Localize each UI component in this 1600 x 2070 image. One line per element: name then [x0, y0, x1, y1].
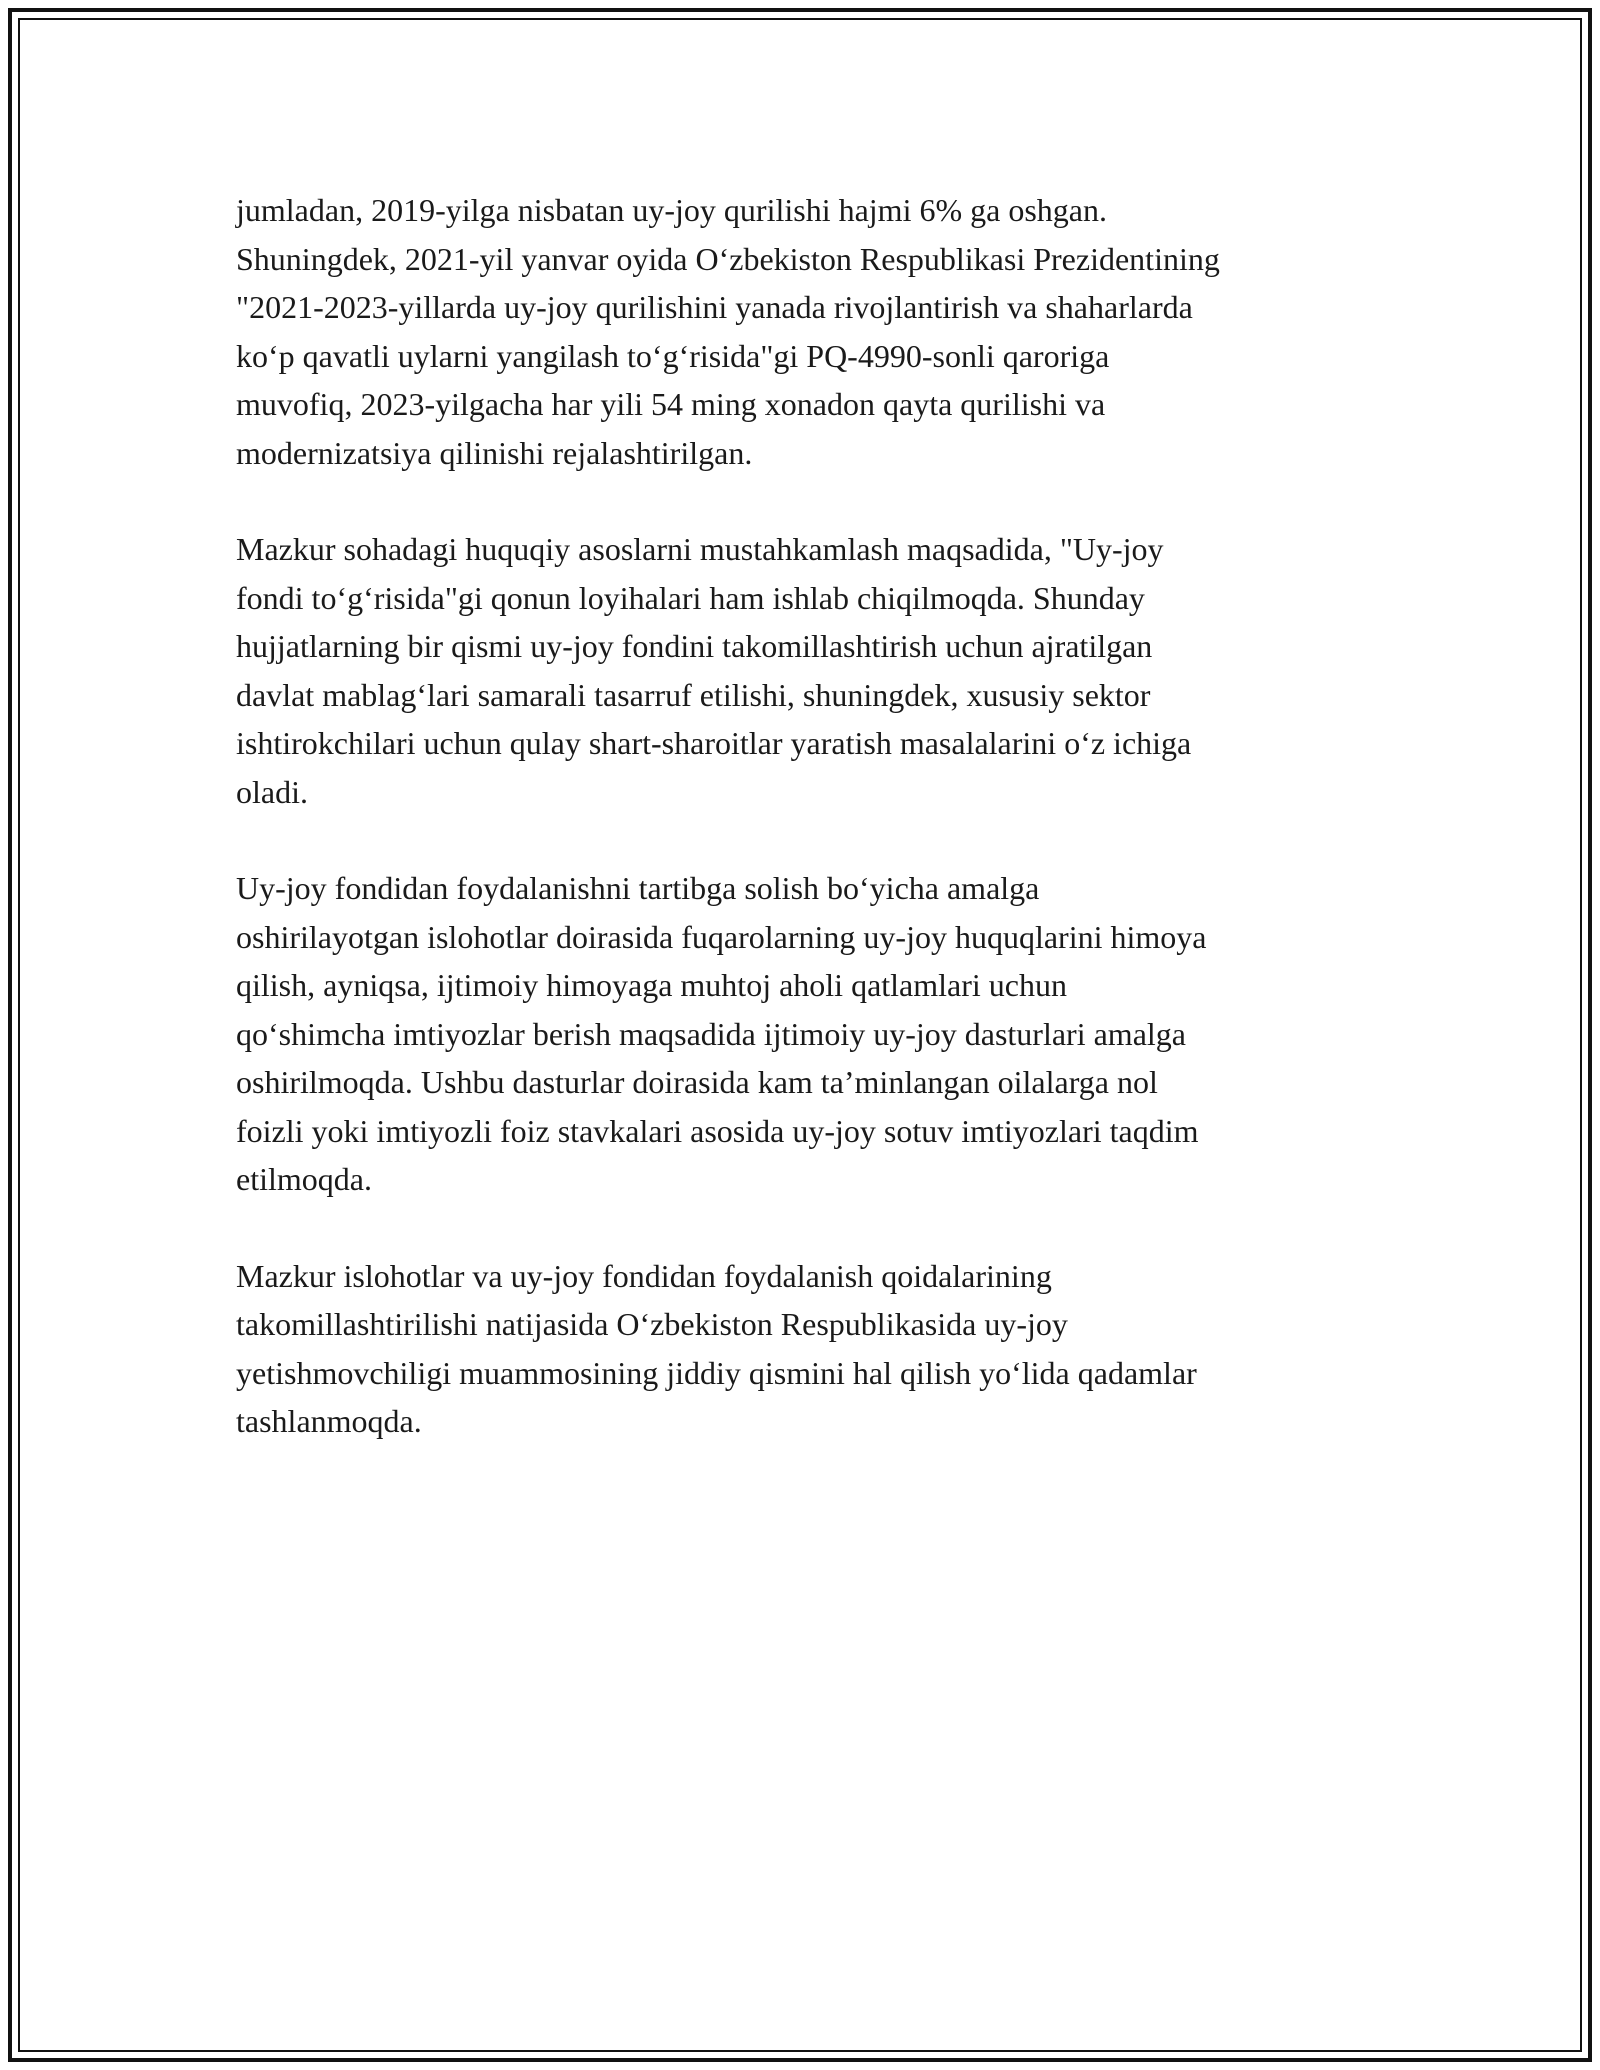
- paragraph-2: Mazkur sohadagi huquqiy asoslarni mustahkamlash maqsadida, "Uy-joy fondi to‘g‘risida"gi qonun loyihalari ham ishlab chiqilmoqda. Shunday hujjatlarning bir qismi uy-joy fondini takomillashtirish uchun ajratilgan davlat mablag‘lari samarali tasarruf etilishi, shuningdek, xususiy sektor ishtirokchilari uchun qulay shart-sharoitlar yaratish masalalarini o‘z ichiga oladi.: [236, 531, 1192, 810]
- paragraph-3: Uy-joy fondidan foydalanishni tartibga solish bo‘yicha amalga oshirilayotgan islohotlar doirasida fuqarolarning uy-joy huquqlarini himoya qilish, ayniqsa, ijtimoiy himoyaga muhtoj aholi qatlamlari uchun qo‘shimcha imtiyozlar berish maqsadida ijtimoiy uy-joy dasturlari amalga oshirilmoqda. Ushbu dasturlar doirasida kam ta’minlangan oilalarga nol foizli yoki imtiyozli foiz stavkalari asosida uy-joy sotuv imtiyozlari taqdim etilmoqda.: [236, 870, 1207, 1197]
- paragraph-4: Mazkur islohotlar va uy-joy fondidan foydalanish qoidalarining takomillashtirilishi natijasida O‘zbekiston Respublikasida uy-joy yetishmovchiligi muammosining jiddiy qismini hal qilish yo‘lida qadamlar tashlanmoqda.: [236, 1257, 1197, 1439]
- document-body: [236, 186, 1376, 1494]
- paragraph-1: jumladan, 2019-yilga nisbatan uy-joy qurilishi hajmi 6% ga oshgan. Shuningdek, 2021-yil yanvar oyida O‘zbekiston Respublikasi Prezidentining "2021-2023-yillarda uy-joy qurilishini yanada rivojlantirish va shaharlarda ko‘p qavatli uylarni yangilash to‘g‘risida"gi PQ-4990-sonli qaroriga muvofiq, 2023-yilgacha har yili 54 ming xonadon qayta qurilishi va modernizatsiya qilinishi rejalashtirilgan.: [236, 192, 1220, 471]
